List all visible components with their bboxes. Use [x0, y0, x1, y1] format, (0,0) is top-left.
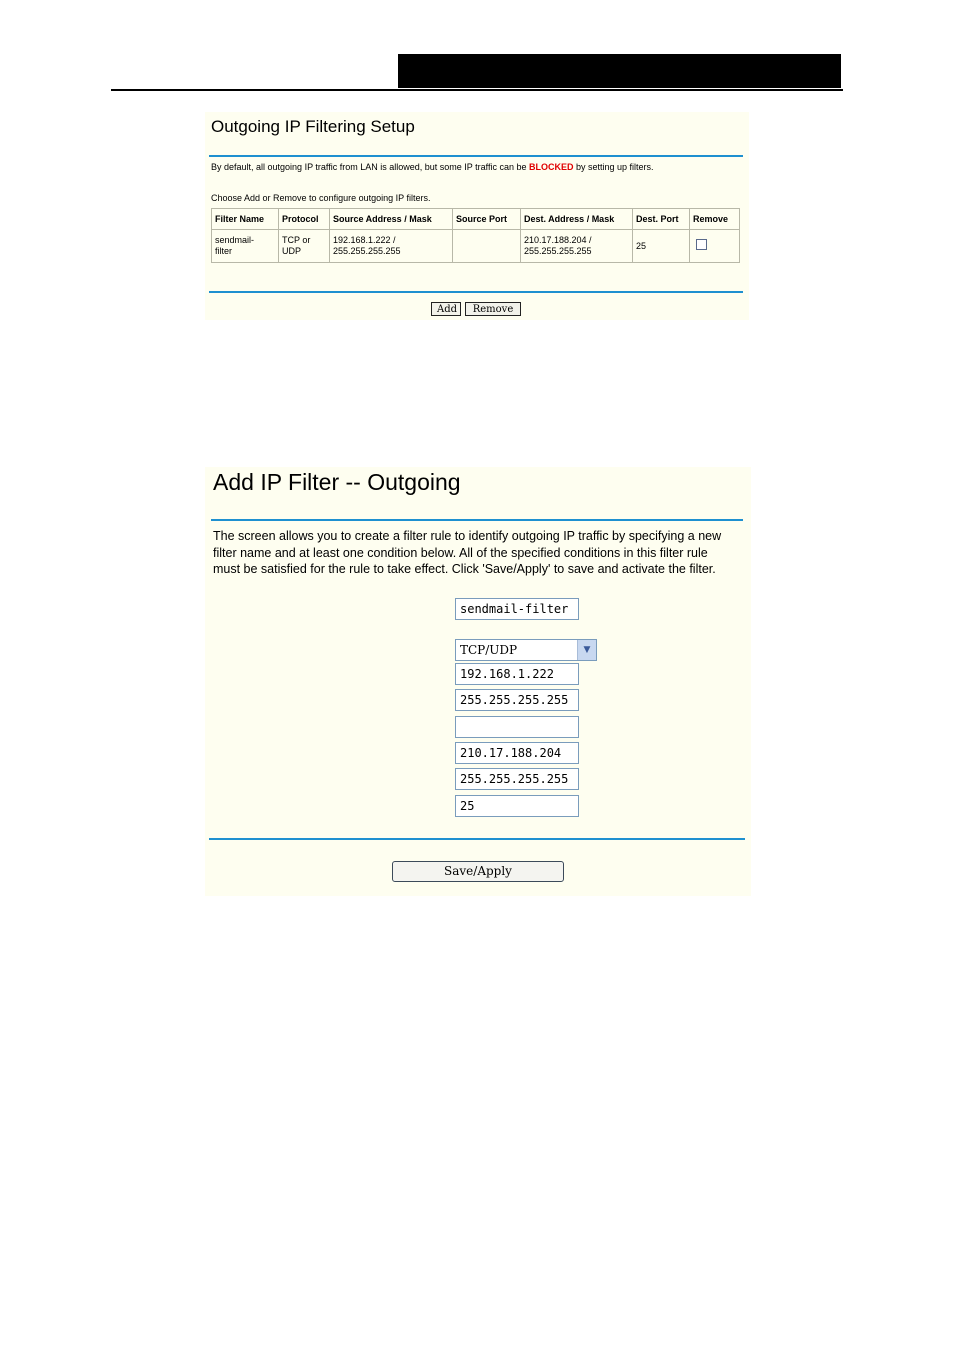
- chevron-down-icon[interactable]: ▼: [577, 640, 596, 660]
- page-title: Outgoing IP Filtering Setup: [211, 117, 415, 136]
- blocked-label: BLOCKED: [529, 162, 574, 172]
- table-row: [212, 230, 740, 263]
- page-title: Add IP Filter -- Outgoing: [213, 469, 461, 495]
- intro-text-part: by setting up filters.: [573, 162, 654, 172]
- divider: [209, 155, 743, 157]
- dest-address-cell: [521, 230, 633, 263]
- cell-text: 255.255.255.255: [333, 246, 401, 256]
- column-header: Protocol: [279, 209, 330, 230]
- filter-name-input[interactable]: sendmail-filter: [455, 598, 579, 620]
- outgoing-filtering-panel: [205, 112, 749, 320]
- remove-cell: [690, 230, 740, 263]
- protocol-cell: [279, 230, 330, 263]
- source-port-input[interactable]: [455, 716, 579, 738]
- cell-text: filter: [215, 246, 233, 256]
- cell-text: 255.255.255.255: [524, 246, 592, 256]
- header-rule: [111, 89, 843, 91]
- column-header: Dest. Address / Mask: [521, 209, 633, 230]
- add-filter-panel: [205, 467, 751, 896]
- remove-button[interactable]: Remove: [465, 302, 521, 316]
- table-header-row: [212, 209, 740, 230]
- filter-name-cell: [212, 230, 279, 263]
- cell-text: 192.168.1.222 /: [333, 235, 396, 245]
- button-group: [431, 299, 525, 317]
- header-black-bar: [398, 54, 841, 88]
- column-header: Dest. Port: [633, 209, 690, 230]
- protocol-select[interactable]: [455, 639, 597, 661]
- column-header: Source Address / Mask: [330, 209, 453, 230]
- remove-checkbox[interactable]: [696, 239, 707, 250]
- cell-text: TCP or: [282, 235, 311, 245]
- source-port-cell: [453, 230, 521, 263]
- divider: [211, 519, 743, 521]
- cell-text: UDP: [282, 246, 302, 256]
- source-mask-input[interactable]: 255.255.255.255: [455, 689, 579, 711]
- dest-port-cell: 25: [633, 230, 690, 263]
- dest-ip-input[interactable]: 210.17.188.204: [455, 742, 579, 764]
- divider: [209, 291, 743, 293]
- column-header: Filter Name: [212, 209, 279, 230]
- description-text: The screen allows you to create a filter rule to identify outgoing IP traffic by specifying a new filter name and at least one condition below. All of the specified conditions in this filter rule must be satisfied for the rule to take effect. Click 'Save/Apply' to save and activate the filter.: [213, 529, 722, 576]
- dest-port-input[interactable]: 25: [455, 795, 579, 817]
- cell-text: sendmail-: [215, 235, 255, 245]
- column-header: Source Port: [453, 209, 521, 230]
- instructions-text: Choose Add or Remove to configure outgoing IP filters.: [211, 193, 431, 203]
- source-ip-input[interactable]: 192.168.1.222: [455, 663, 579, 685]
- add-button[interactable]: Add: [431, 302, 461, 316]
- cell-text: 210.17.188.204 /: [524, 235, 592, 245]
- source-address-cell: [330, 230, 453, 263]
- dest-mask-input[interactable]: 255.255.255.255: [455, 768, 579, 790]
- intro-text-part: By default, all outgoing IP traffic from LAN is allowed, but some IP traffic can be: [211, 162, 530, 172]
- filters-table: [211, 208, 740, 263]
- divider: [209, 838, 745, 840]
- protocol-selected-value: TCP/UDP: [460, 643, 518, 657]
- save-apply-button[interactable]: Save/Apply: [392, 861, 564, 882]
- intro-text: [211, 162, 654, 172]
- column-header: Remove: [690, 209, 740, 230]
